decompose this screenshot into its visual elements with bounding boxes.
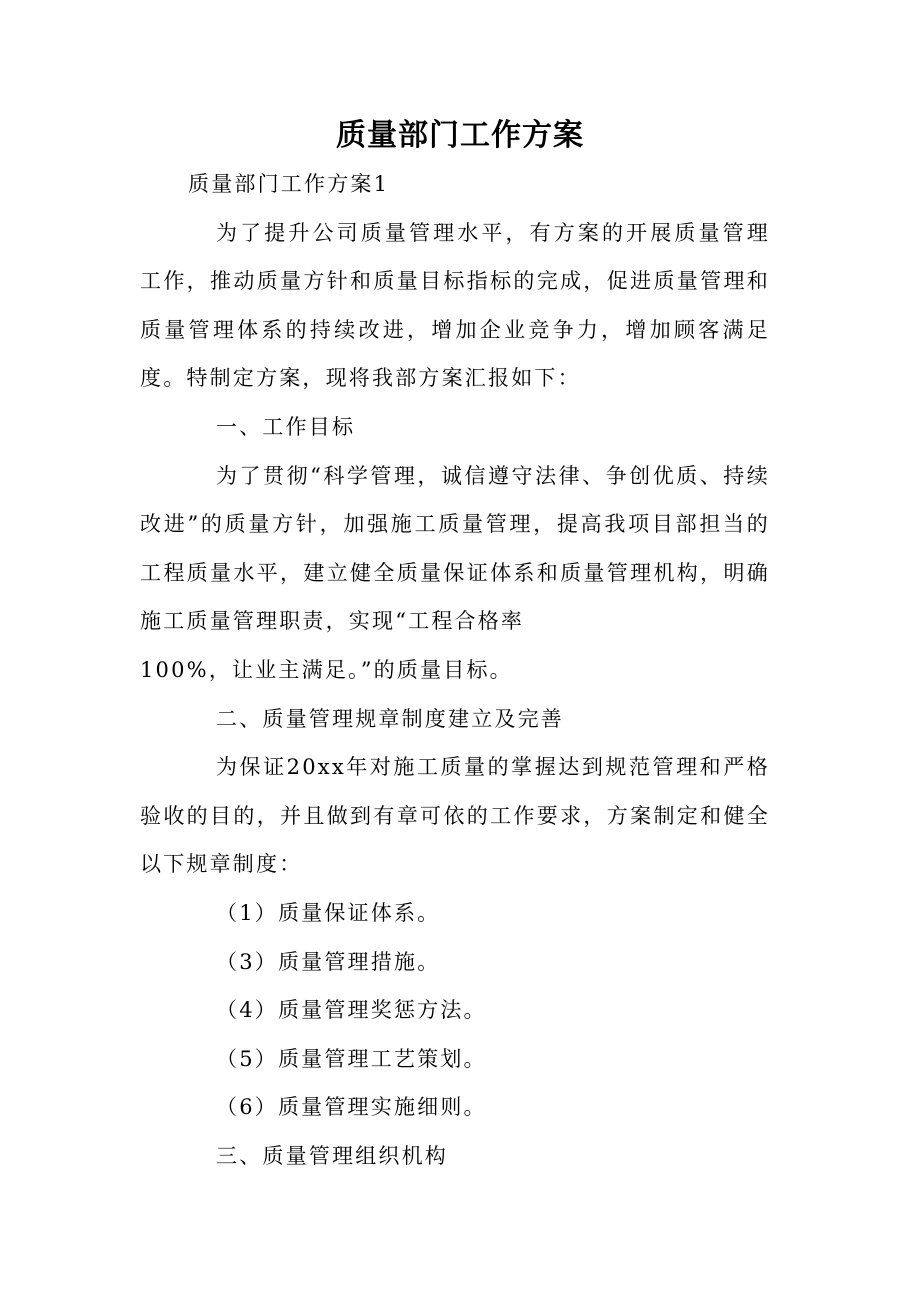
paragraph-intro: 为了提升公司质量管理水平，有方案的开展质量管理工作，推动质量方针和质量目标指标的完成，促进质量管理和质量管理体系的持续改进，增加企业竞争力，增加顾客满足度。特制定方案，现将我部方案汇报如下： <box>140 220 770 391</box>
paragraph-quality-goals: 为了贯彻“科学管理，诚信遵守法律、争创优质、持续改进”的质量方针，加强施工质量管理，提高我项目部担当的工程质量水平，建立健全质量保证体系和质量管理机构，明确施工质量管理职责，实现“工程合格率 <box>140 463 770 634</box>
list-item: （4）质量管理奖惩方法。 <box>216 998 487 1023</box>
list-item: （5）质量管理工艺策划。 <box>216 1046 487 1071</box>
heading-work-goals: 一、工作目标 <box>216 414 356 439</box>
heading-organization: 三、质量管理组织机构 <box>216 1143 448 1168</box>
document-body <box>140 160 770 1180</box>
document-title: 质量部门工作方案 <box>336 118 584 153</box>
list-item: （1）质量保证体系。 <box>216 900 441 925</box>
list-item: （6）质量管理实施细则。 <box>216 1095 487 1120</box>
paragraph-regulations: 为保证20xx年对施工质量的掌握达到规范管理和严格验收的目的，并且做到有章可依的工作要求，方案制定和健全以下规章制度： <box>140 755 770 877</box>
document-subtitle: 质量部门工作方案1 <box>188 172 390 196</box>
paragraph-quality-goals-end: 100%，让业主满足。”的质量目标。 <box>140 657 513 682</box>
list-item: （3）质量管理措施。 <box>216 949 441 974</box>
heading-regulations: 二、质量管理规章制度建立及完善 <box>216 706 564 731</box>
